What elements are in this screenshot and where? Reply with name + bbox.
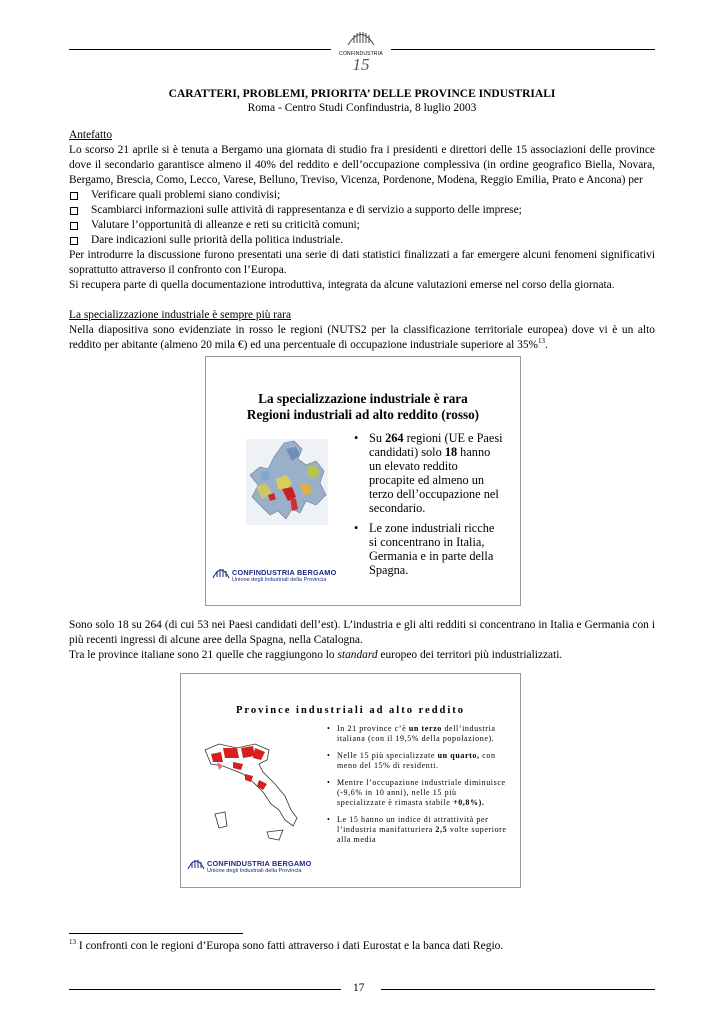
brand-subtitle: Unione degli Industriali della Provincia bbox=[232, 577, 327, 583]
section-specializzazione bbox=[69, 308, 655, 353]
footnote: $^{13}$ I confronti con le regioni d’Europa sono fatti attraverso i dati Eurostat e la banca dati Regio. bbox=[69, 938, 504, 952]
page-number: 17 bbox=[353, 982, 365, 994]
list-item: Dare indicazioni sulle priorità della politica industriale. bbox=[69, 233, 655, 248]
list-item: Scambiarci informazioni sulle attività di rappresentanza e di servizio a supporto delle imprese; bbox=[69, 203, 655, 218]
brand-name: CONFINDUSTRIA BERGAMO bbox=[207, 859, 312, 868]
bullet-icon: • bbox=[354, 521, 359, 535]
brand-name: CONFINDUSTRIA BERGAMO bbox=[232, 568, 337, 577]
list-item: Valutare l’opportunità di alleanze e reti su criticità comuni; bbox=[69, 218, 655, 233]
checkbox-bullet-icon bbox=[70, 192, 78, 200]
checkbox-bullet-icon bbox=[70, 222, 78, 230]
paragraph: Lo scorso 21 aprile si è tenuta a Bergamo una giornata di studio fra i presidenti e direttori delle 15 associazioni delle province dove il secondario garantisce almeno il 40% del reddito e dell’occupazione complessiva (in ordine geografico Biella, Novara, Bergamo, Brescia, Como, Lecco, Varese, Belluno, Treviso, Vicenza, Pordenone, Modena, Reggio Emilia, Prato e Ancona) per bbox=[69, 144, 655, 186]
paragraph: Tra le province italiane sono 21 quelle che raggiungono lo standard europeo dei territori più industrializzati. bbox=[69, 649, 563, 661]
slide-specializzazione bbox=[205, 356, 521, 606]
bullet-icon: • bbox=[327, 815, 331, 824]
section-antefatto bbox=[69, 128, 655, 293]
slide-province bbox=[180, 673, 521, 888]
brand-subtitle: Unione degli Industriali della Provincia bbox=[207, 868, 302, 874]
list-item: Verificare quali problemi siano condivisi; bbox=[69, 188, 655, 203]
list-item: • Le 15 hanno un indice di attrattività per l’industria manifatturiera 2,5 volte superiore alla media bbox=[327, 815, 507, 844]
section-regioni bbox=[69, 618, 655, 663]
footnote-number: 13 bbox=[69, 938, 76, 947]
section-heading: La specializzazione industriale è sempre più rara bbox=[69, 309, 292, 321]
header-rule-right bbox=[391, 49, 655, 50]
bullet-list bbox=[69, 188, 655, 248]
footer-rule-left bbox=[69, 989, 341, 990]
slide-bullets bbox=[327, 724, 507, 852]
slide-title: Province industriali ad alto reddito bbox=[235, 705, 466, 716]
footnote-rule bbox=[69, 933, 243, 934]
slide-title: La specializzazione industriale è rara Regioni industriali ad alto reddito (rosso) bbox=[246, 391, 480, 422]
checkbox-bullet-icon bbox=[70, 237, 78, 245]
bullet-icon: • bbox=[327, 778, 331, 787]
list-item: • Le zone industriali ricche si concentrano in Italia, Germania e in parte della Spagna. bbox=[354, 521, 495, 577]
header-rule-left bbox=[69, 49, 331, 50]
list-item: • Su 264 regioni (UE e Paesi candidati) solo 18 hanno un elevato reddito procapite ed almeno un terzo dell’occupazione nel secondario. bbox=[354, 431, 503, 515]
brand-eagle-icon bbox=[212, 565, 230, 579]
bullet-icon: • bbox=[327, 724, 331, 733]
paragraph: Si recupera parte di quella documentazione introduttiva, integrata da alcune valutazioni emerse nel corso della giornata. bbox=[69, 279, 615, 291]
paragraph: Per introdurre la discussione furono presentati una serie di dati statistici finalizzati a far emergere alcuni fenomeni significativi soprattutto attraverso il confronto con l’Europa. bbox=[69, 249, 655, 276]
brand-eagle-icon bbox=[187, 856, 205, 870]
bullet-icon: • bbox=[327, 751, 331, 760]
section-heading: Antefatto bbox=[69, 129, 113, 141]
eagle-icon bbox=[346, 28, 376, 46]
paragraph: Nella diapositiva sono evidenziate in rosso le regioni (NUTS2 per la classificazione territoriale europea) dove vi è un alto reddito per abitante (almeno 20 mila €) ed una percentuale di occupazione industriale superiore al 35%$^{13}$. bbox=[69, 324, 655, 351]
checkbox-bullet-icon bbox=[70, 207, 78, 215]
paragraph: Sono solo 18 su 264 (di cui 53 nei Paesi candidati dell’est). L’industria e gli alti redditi si concentrano in Italia e Germania con i più recenti ingressi di alcune aree della Spagna, nella Catalogna. bbox=[69, 619, 655, 646]
italy-map-image bbox=[197, 740, 303, 844]
list-item: • In 21 province c’è un terzo dell’industria italiana (con il 19,5% della popolazione). bbox=[327, 724, 496, 743]
footer-rule-right bbox=[381, 989, 655, 990]
list-item: • Nelle 15 più specializzate un quarto, con meno del 15% di residenti. bbox=[327, 751, 496, 770]
list-item: • Mentre l’occupazione industriale diminuisce (-9,6% in 10 anni), nelle 15 più specializzate è rimasta stabile +0,8%). bbox=[327, 778, 506, 807]
confindustria-logo bbox=[336, 28, 386, 80]
europe-map-image bbox=[246, 439, 328, 525]
logo-number: 15 bbox=[352, 55, 370, 74]
footnote-ref[interactable]: 13 bbox=[538, 337, 546, 346]
bullet-icon: • bbox=[354, 431, 359, 445]
page-subtitle: Roma - Centro Studi Confindustria, 8 luglio 2003 bbox=[247, 102, 477, 114]
page-title: CARATTERI, PROBLEMI, PRIORITA’ DELLE PROVINCE INDUSTRIALI bbox=[168, 88, 556, 100]
slide-bullets bbox=[354, 431, 504, 583]
logo-text: CONFINDUSTRIA bbox=[339, 51, 383, 57]
